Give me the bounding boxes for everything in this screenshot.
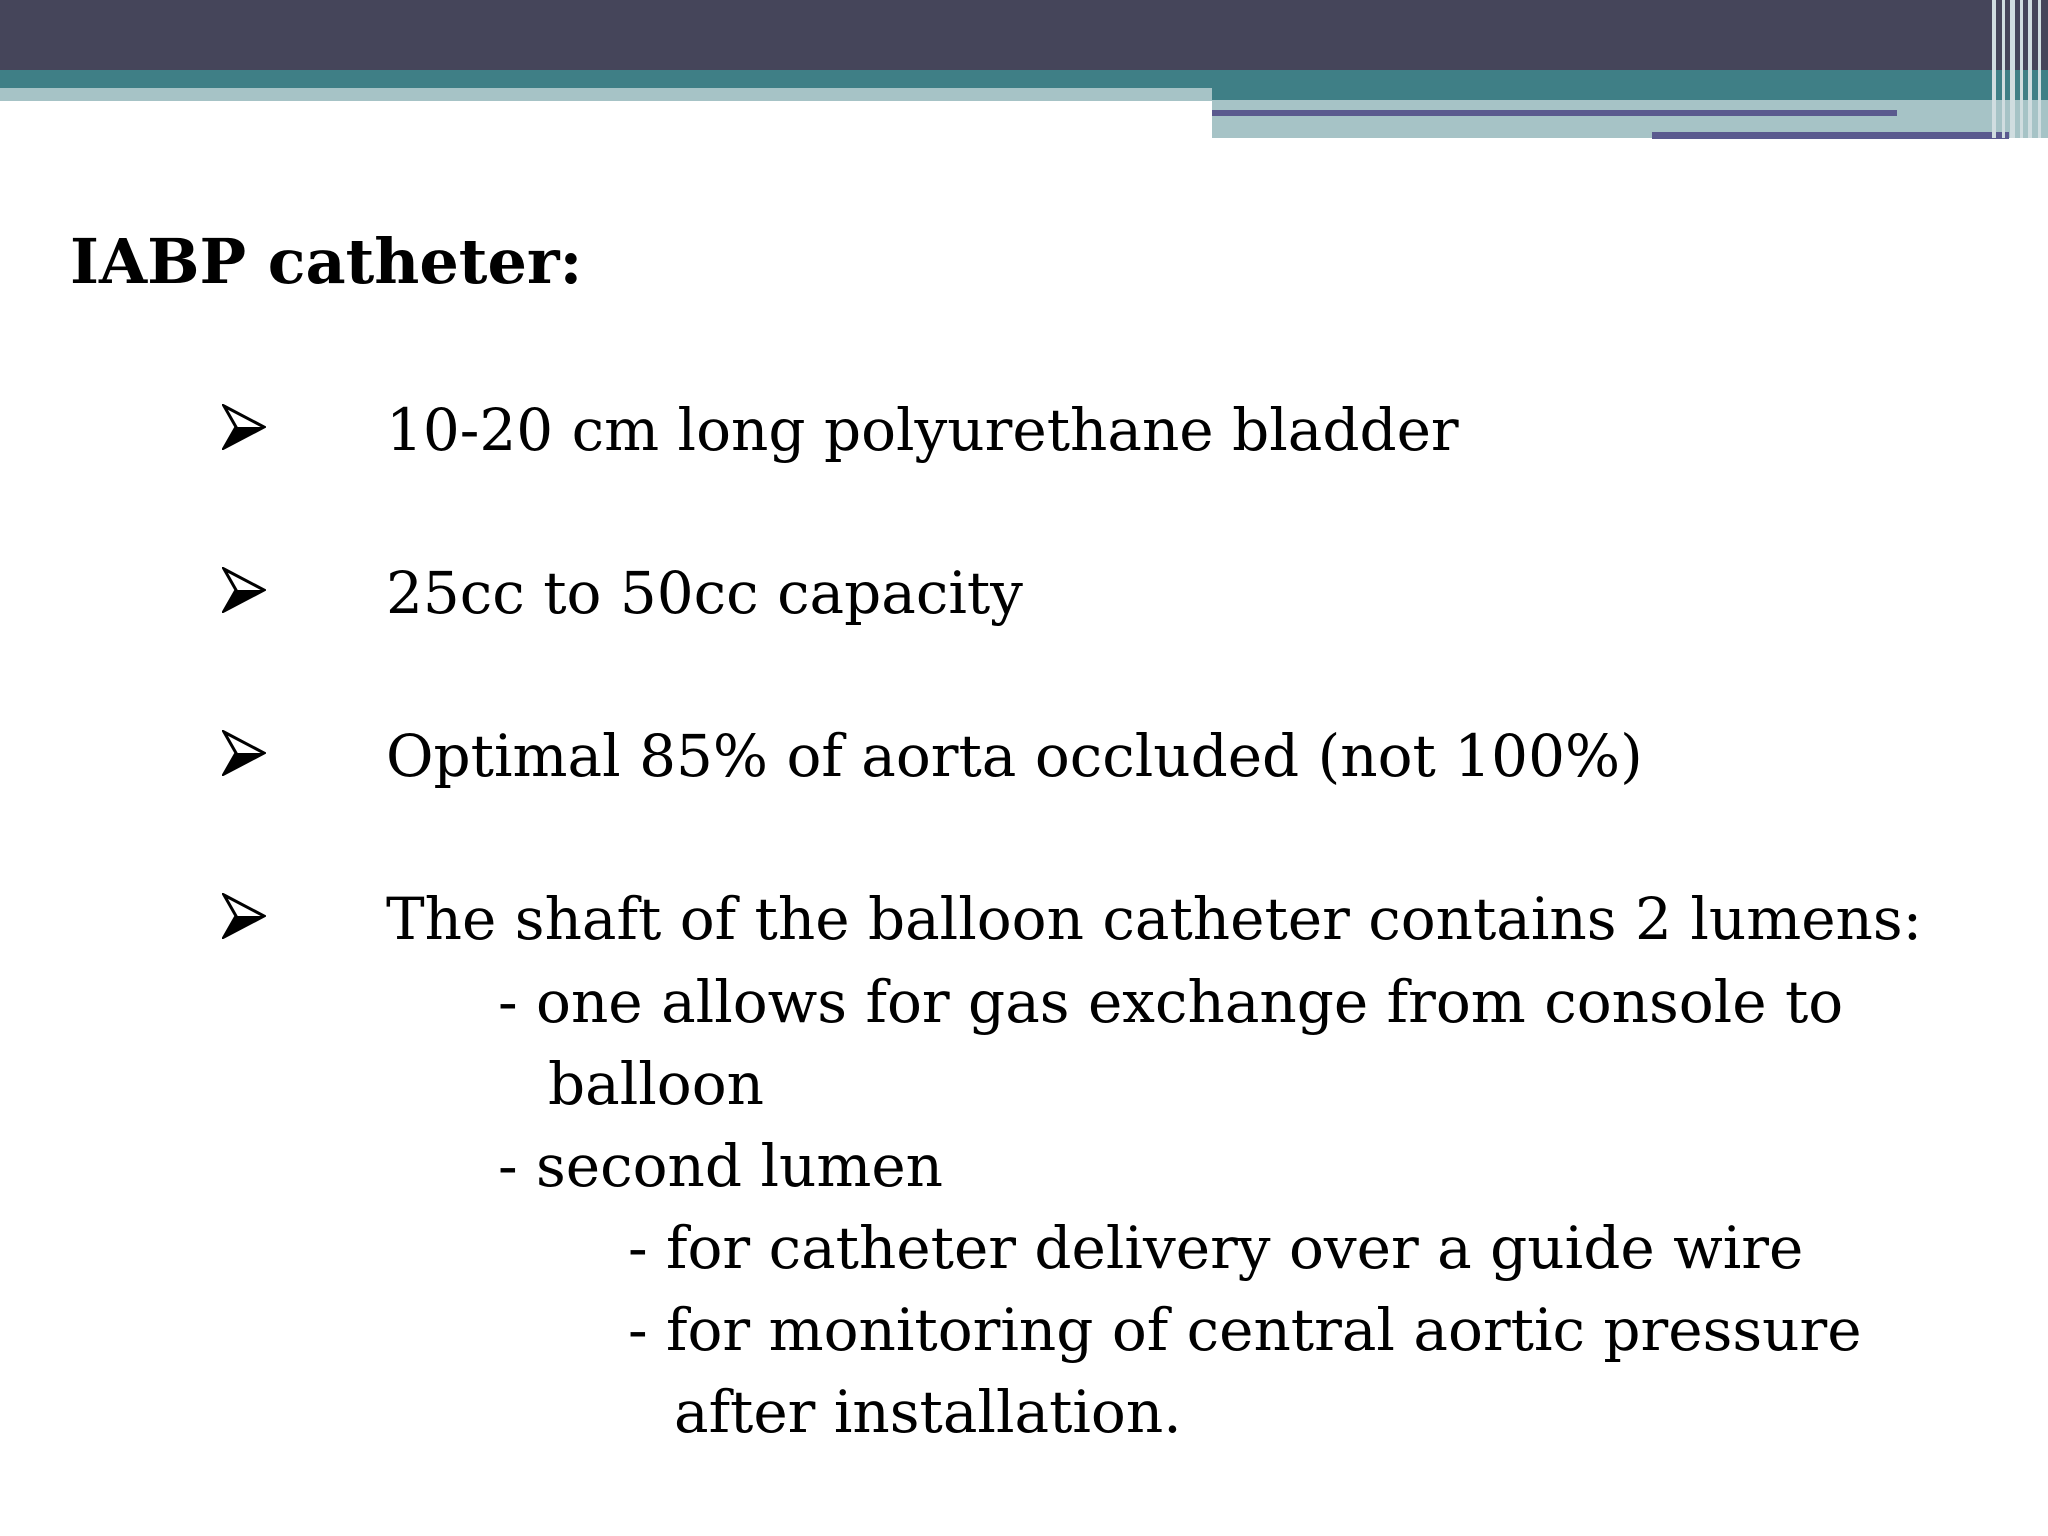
header-teal-band-right (1212, 88, 2048, 100)
header-teal-band (0, 70, 2048, 88)
bullet-text: 10-20 cm long polyurethane bladder (386, 396, 1459, 464)
bullet-text: The shaft of the balloon catheter contains 2 lumens: (386, 885, 1923, 953)
header-dark-band (0, 0, 2048, 70)
lumen-first-continuation: balloon (548, 1050, 764, 1118)
arrow-bullet-icon (222, 404, 266, 450)
slide-title: IABP catheter: (70, 225, 583, 298)
lumen-first-line: - one allows for gas exchange from console to (498, 968, 1844, 1036)
bullet-text: 25cc to 50cc capacity (386, 559, 1023, 627)
lumen-second-item: - for monitoring of central aortic pressure (628, 1296, 1862, 1364)
lumen-second-line: - second lumen (498, 1132, 944, 1200)
arrow-bullet-icon (222, 893, 266, 939)
header-vertical-lines (1988, 0, 2048, 138)
header-accent-stripe-long (1212, 110, 1897, 116)
arrow-bullet-icon (222, 730, 266, 776)
lumen-second-item: - for catheter delivery over a guide wire (628, 1214, 1804, 1282)
slide-header-decoration (0, 0, 2048, 145)
header-accent-stripe-short (1652, 132, 2009, 139)
bullet-text: Optimal 85% of aorta occluded (not 100%) (386, 722, 1643, 790)
arrow-bullet-icon (222, 567, 266, 613)
lumen-second-item-continuation: after installation. (674, 1378, 1182, 1446)
header-pale-band-left (0, 88, 1212, 101)
